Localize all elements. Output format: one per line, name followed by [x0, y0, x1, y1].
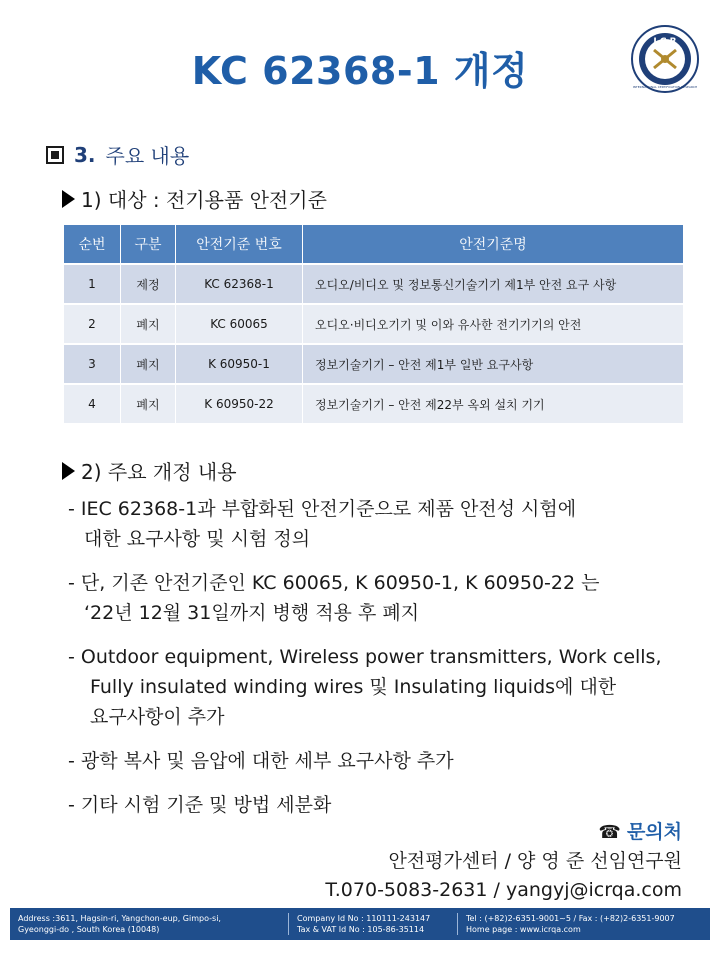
table-row: [64, 265, 684, 303]
table-row: [64, 345, 684, 383]
section-number: 3.: [74, 142, 96, 167]
cell-type: 폐지: [121, 305, 176, 343]
list-item: [68, 568, 708, 628]
footer-company-line: Tax & VAT Id No : 105-86-35114: [297, 925, 425, 934]
icr-logo: [630, 24, 700, 94]
list-item: [68, 790, 708, 820]
footer-tel: Tel : (+82)2-6351-9001~5 / Fax : (+82)2-6351-9007: [466, 914, 675, 923]
changes-list: [68, 494, 708, 834]
phone-icon: ☎: [598, 822, 621, 843]
section-title: 주요 내용: [105, 144, 190, 168]
cell-std-no: K 60950-1: [176, 345, 303, 383]
list-item-line: 요구사항이 추가: [90, 706, 225, 728]
cell-no: 4: [64, 385, 121, 423]
col-header-type: 구분: [121, 225, 176, 263]
list-item-line: ‘22년 12월 31일까지 병행 적용 후 폐지: [84, 602, 420, 624]
list-item-line: 대한 요구사항 및 시험 정의: [84, 528, 311, 550]
contact-phone-email: T.070-5083-2631 / yangyj@icrqa.com: [325, 879, 682, 901]
triangle-bullet-icon: [62, 462, 75, 480]
list-item-line: Fully insulated winding wires 및 Insulating liquids에 대한: [90, 676, 617, 698]
square-bullet-icon: [46, 146, 64, 164]
cell-type: 제정: [121, 265, 176, 303]
cell-std-name: 정보기술기기 – 안전 제22부 옥외 설치 기기: [303, 385, 684, 423]
contact-label: 문의처: [626, 821, 682, 843]
subheading-target-label: 1) 대상 : 전기용품 안전기준: [81, 188, 327, 212]
logo-subtext: INTERNATIONAL CERTIFICATION RESEARCH: [632, 85, 698, 89]
standards-table: [64, 223, 684, 425]
col-header-std-name: 안전기준명: [303, 225, 684, 263]
table-header-row: [64, 225, 684, 263]
col-header-std-no: 안전기준 번호: [176, 225, 303, 263]
footer-company: [288, 913, 457, 935]
cell-std-name: 오디오/비디오 및 정보통신기술기기 제1부 안전 요구 사항: [303, 265, 684, 303]
subheading-target: [62, 184, 327, 213]
section-heading: [46, 140, 189, 169]
logo-text: I C R: [653, 37, 677, 47]
table-row: [64, 385, 684, 423]
list-item-line: - 기타 시험 기준 및 방법 세분화: [68, 794, 332, 816]
cell-type: 폐지: [121, 345, 176, 383]
contact-block: [325, 818, 682, 905]
cell-std-name: 오디오·비디오기기 및 이와 유사한 전기기기의 안전: [303, 305, 684, 343]
page-title: KC 62368-1 개정: [191, 49, 529, 93]
subheading-changes-label: 2) 주요 개정 내용: [81, 460, 237, 484]
triangle-bullet-icon: [62, 190, 75, 208]
list-item: [68, 746, 708, 776]
list-item-line: - IEC 62368-1과 부합화된 안전기준으로 제품 안전성 시험에: [68, 498, 577, 520]
footer-homepage-link[interactable]: Home page : www.icrqa.com: [466, 925, 581, 934]
footer-address: [10, 913, 288, 935]
cell-type: 폐지: [121, 385, 176, 423]
list-item: [68, 494, 708, 554]
table-row: [64, 305, 684, 343]
subheading-changes: [62, 456, 237, 485]
list-item-line: - Outdoor equipment, Wireless power transmitters, Work cells,: [68, 646, 662, 668]
footer-company-line: Company Id No : 110111-243147: [297, 914, 431, 923]
cell-no: 2: [64, 305, 121, 343]
footer-contact: [457, 913, 683, 935]
list-item-line: - 단, 기존 안전기준인 KC 60065, K 60950-1, K 60950-22 는: [68, 572, 600, 594]
contact-person: 안전평가센터 / 양 영 준 선임연구원: [388, 850, 682, 872]
list-item-line: - 광학 복사 및 음압에 대한 세부 요구사항 추가: [68, 750, 454, 772]
cell-std-no: K 60950-22: [176, 385, 303, 423]
cell-std-name: 정보기술기기 – 안전 제1부 일반 요구사항: [303, 345, 684, 383]
cell-no: 3: [64, 345, 121, 383]
cell-no: 1: [64, 265, 121, 303]
footer-bar: [10, 908, 710, 940]
footer-address-line: Address :3611, Hagsin-ri, Yangchon-eup, Gimpo-si,: [18, 914, 221, 923]
cell-std-no: KC 60065: [176, 305, 303, 343]
footer-address-line: Gyeonggi-do , South Korea (10048): [18, 925, 160, 934]
cell-std-no: KC 62368-1: [176, 265, 303, 303]
list-item: [68, 642, 708, 732]
col-header-no: 순번: [64, 225, 121, 263]
